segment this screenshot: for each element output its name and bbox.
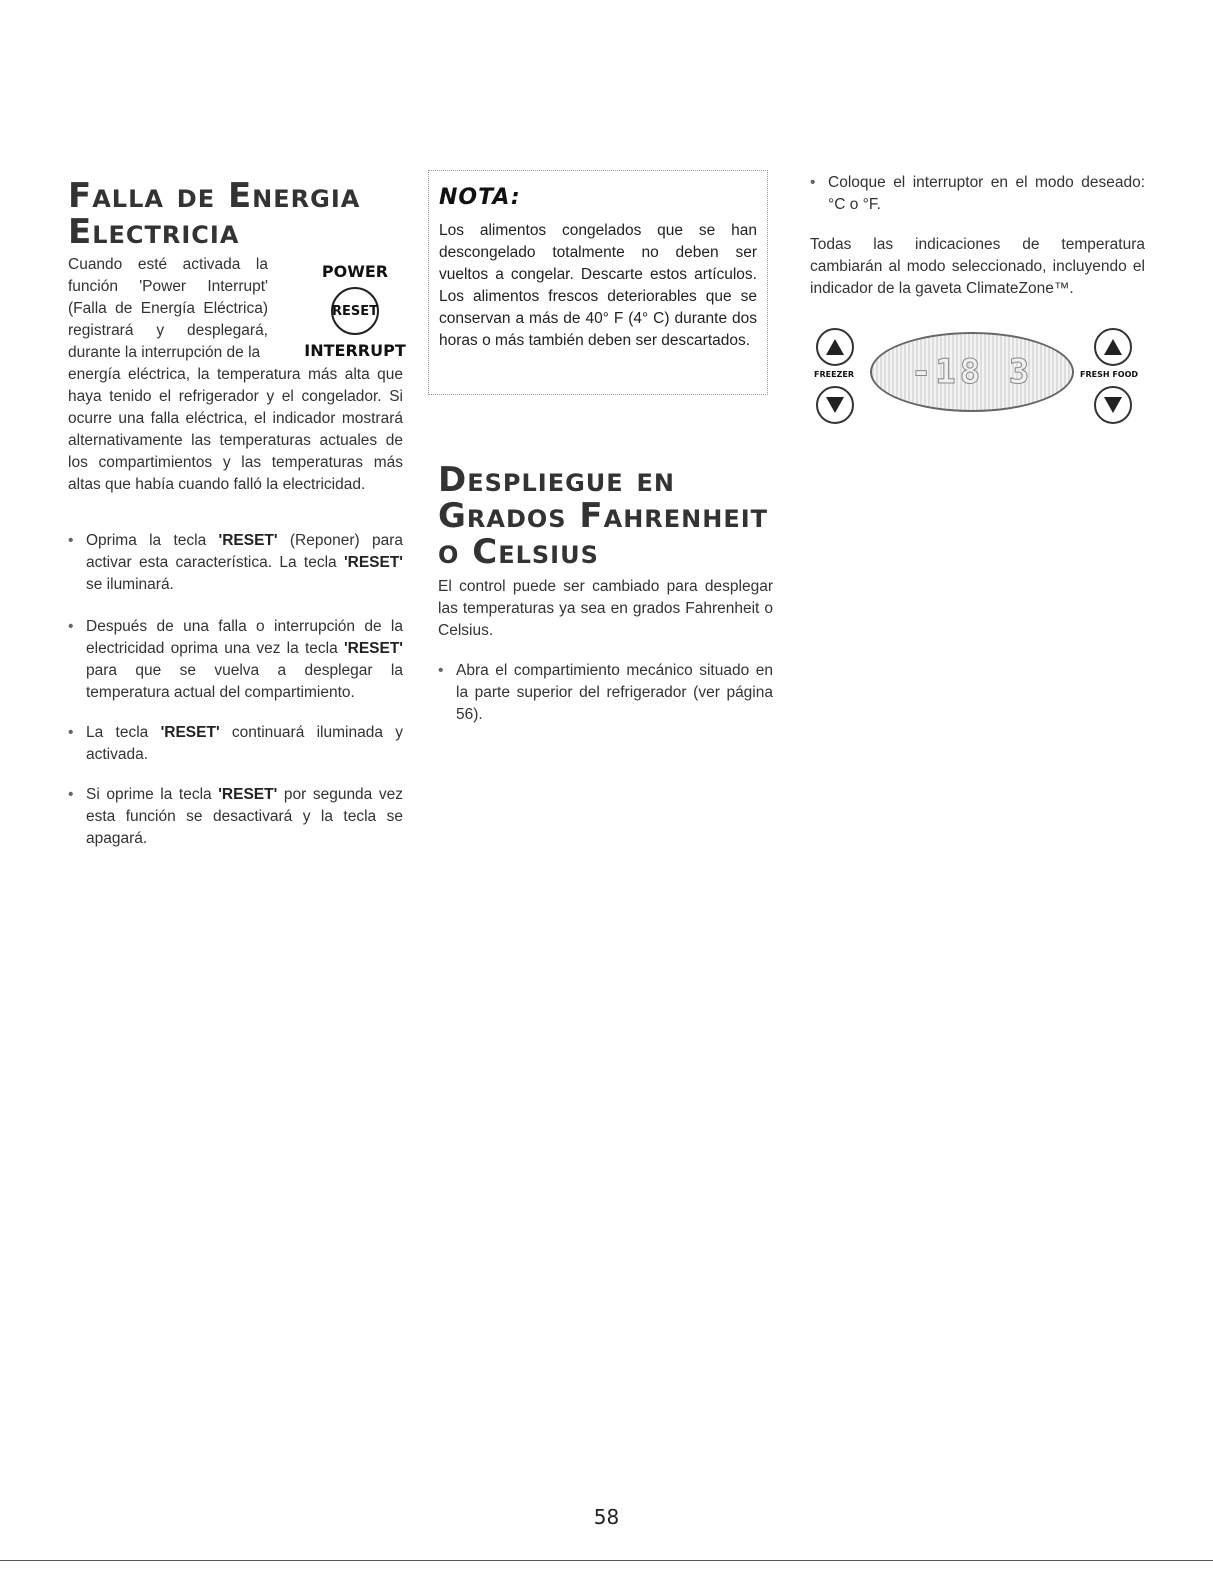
page-number: 58 (593, 1505, 620, 1529)
heading-line: Grados Fahrenheit (438, 496, 769, 536)
display-digits: -18 3 (910, 352, 1034, 392)
bullet-text: Después de una falla o interrupción de la electricidad oprima una vez la tecla (86, 618, 403, 657)
intro-paragraph-part1: Cuando esté activada la función 'Power Interrupt' (Falla de Energía Eléctrica) registrará y desplegará, durante la interrupción de la (68, 256, 268, 361)
bullet-text: se iluminará. (86, 576, 174, 593)
freezer-down-button-icon (816, 386, 854, 424)
bottom-rule (0, 1560, 1213, 1561)
fresh-food-up-button-icon (1094, 328, 1132, 366)
heading-line: Despliegue en (438, 460, 676, 500)
bullet-activate-reset (68, 530, 403, 596)
temperature-display (870, 332, 1074, 412)
up-arrow-icon (824, 336, 846, 358)
reset-button-icon: RESET (331, 287, 379, 335)
bullet-text: La tecla (86, 724, 161, 741)
heading-line: Electricia (68, 212, 240, 252)
bullet-open-compartment: • Abra el compartimiento mecánico situado en la parte superior del refrigerador (ver página 56). (438, 660, 773, 726)
bullet-after-failure (68, 616, 403, 704)
note-title: NOTA: (439, 185, 521, 210)
interrupt-label: INTERRUPT (304, 341, 406, 360)
bullet-set-switch: • Coloque el interruptor en el modo deseado: °C o °F. (810, 172, 1145, 216)
heading-line: Falla de Energia (68, 176, 361, 216)
bullet-text: (Reponer) para activar esta característica. La tecla (86, 532, 403, 571)
note-box (428, 170, 768, 395)
section3-paragraph: Todas las indicaciones de temperatura cambiarán al modo seleccionado, incluyendo el indicador de la gaveta ClimateZone™. (810, 236, 1145, 297)
section2-intro: El control puede ser cambiado para desplegar las temperaturas ya sea en grados Fahrenheit o Celsius. (438, 578, 773, 639)
freezer-up-button-icon (816, 328, 854, 366)
reset-key: 'RESET' (160, 724, 220, 741)
control-panel-illustration (810, 320, 1150, 430)
down-arrow-icon (1102, 394, 1124, 416)
freezer-label: FREEZER (814, 370, 854, 379)
bullet-text: para que se vuelva a desplegar la temperatura actual del compartimiento. (86, 662, 403, 701)
reset-key: 'RESET' (343, 640, 403, 657)
bullet-text: por segunda vez esta función se desactivará y la tecla se apagará. (86, 786, 403, 847)
bullet-text: Oprima la tecla (86, 532, 219, 549)
fresh-food-down-button-icon (1094, 386, 1132, 424)
heading-line: o Celsius (438, 532, 599, 572)
bullet-text: continuará iluminada y activada. (86, 724, 403, 763)
reset-key: 'RESET' (218, 532, 278, 549)
down-arrow-icon (824, 394, 846, 416)
power-label: POWER (321, 262, 389, 281)
section-heading-power-failure (68, 178, 360, 250)
section-heading-fahrenheit-celsius (438, 462, 768, 570)
bullet-text: Si oprime la tecla (86, 786, 219, 803)
intro-paragraph-part2: energía eléctrica, la temperatura más alta que haya tenido el refrigerador y el congelador. Si ocurre una falla eléctrica, el indicador mostrará alternativamente las temperaturas actuales de los compartimientos y las temperaturas más altas que había cuando falló la electricidad. (68, 366, 403, 493)
note-text: Los alimentos congelados que se han descongelado totalmente no deben ser vueltos a congelar. Descarte estos artículos. Los alimentos frescos deteriorables que se conservan a más de 40° F (4° C) durante dos horas o más también deben ser descartados. (439, 222, 757, 349)
up-arrow-icon (1102, 336, 1124, 358)
bullet-press-again (68, 784, 403, 850)
power-interrupt-badge (300, 262, 410, 360)
fresh-food-label: FRESH FOOD (1080, 370, 1139, 379)
reset-key: 'RESET' (218, 786, 278, 803)
reset-key: 'RESET' (343, 554, 403, 571)
bullet-reset-stays-lit (68, 722, 403, 766)
